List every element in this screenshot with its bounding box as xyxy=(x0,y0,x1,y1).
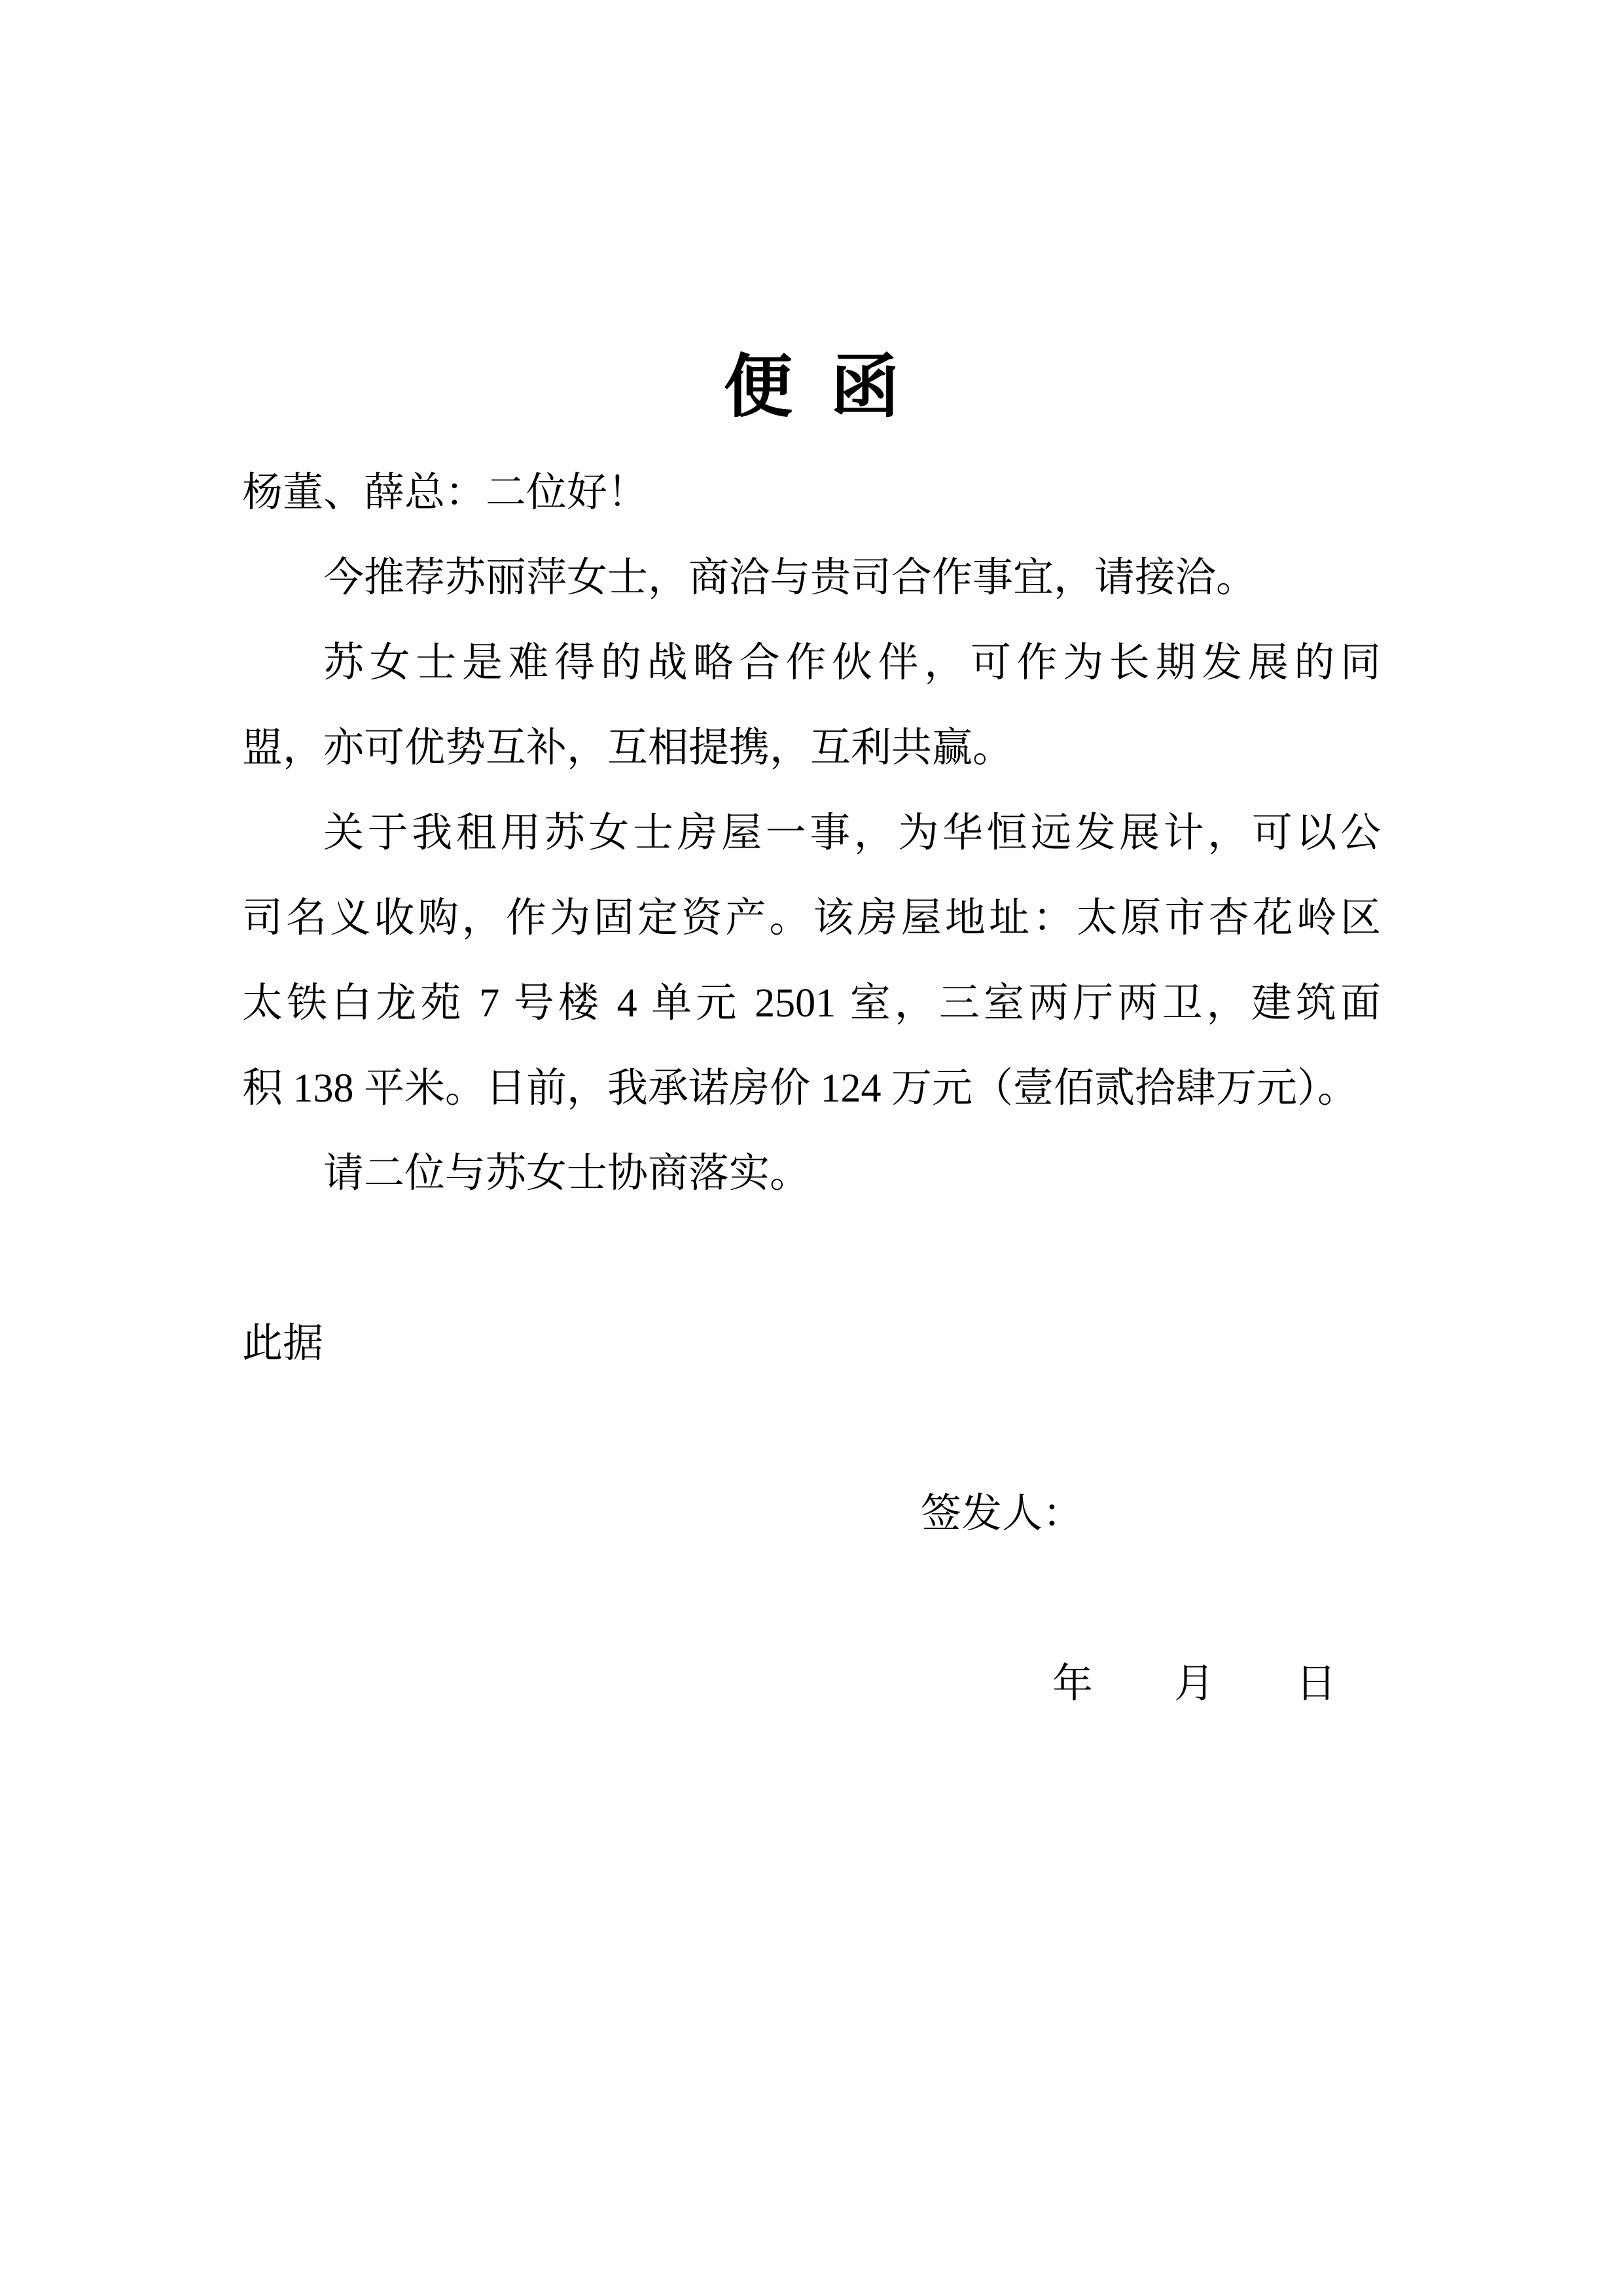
paragraph-3-line-3: 太铁白龙苑 7 号楼 4 单元 2501 室，三室两厅两卫，建筑面 xyxy=(242,981,1381,1026)
paragraph-3-line-2: 司名义收购，作为固定资产。该房屋地址：太原市杏花岭区 xyxy=(242,896,1381,941)
closing-phrase: 此据 xyxy=(242,1321,324,1366)
paragraph-3-line-4: 积 138 平米。日前，我承诺房价 124 万元（壹佰贰拾肆万元）。 xyxy=(242,1066,1359,1111)
date-placeholder-line: 年 月 日 xyxy=(1052,1662,1337,1706)
paragraph-1-line-1: 今推荐苏丽萍女士，商洽与贵司合作事宜，请接洽。 xyxy=(323,556,1257,600)
paragraph-3-line-1: 关于我租用苏女士房屋一事，为华恒远发展计，可以公 xyxy=(323,811,1381,855)
paragraph-4-line-1: 请二位与苏女士协商落实。 xyxy=(323,1151,811,1196)
signer-label: 签发人： xyxy=(921,1492,1084,1536)
salutation-line: 杨董、薛总：二位好！ xyxy=(242,471,649,515)
memo-title: 便 函 xyxy=(723,349,900,425)
paragraph-2-line-2: 盟，亦可优势互补，互相提携，互利共赢。 xyxy=(242,726,1014,770)
paragraph-2-line-1: 苏女士是难得的战略合作伙伴，可作为长期发展的同 xyxy=(323,641,1381,685)
